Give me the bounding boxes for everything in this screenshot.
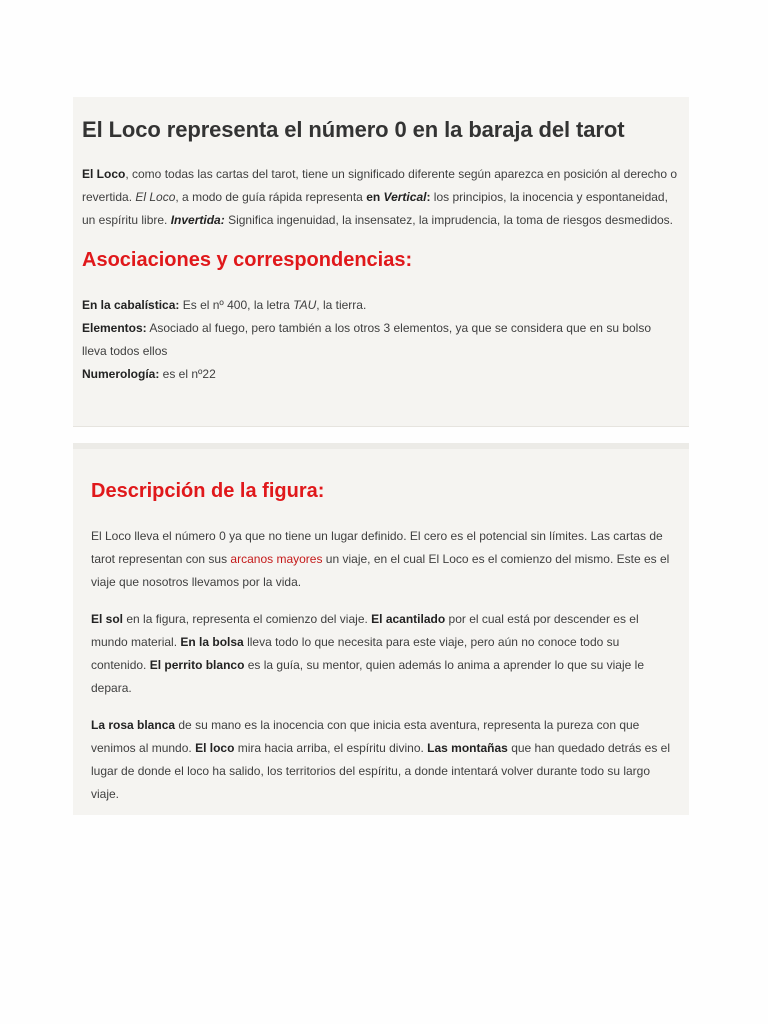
numerologia-line: Numerología: es el nº22	[82, 367, 216, 381]
arcanos-mayores-link[interactable]: arcanos mayores	[230, 552, 323, 566]
tarot-intro-panel	[73, 97, 689, 427]
description-paragraph-3: La rosa blanca de su mano es la inocencia con que inicia esta aventura, representa la pureza con que venimos al mundo. El loco mira hacia arriba, el espíritu divino. Las montañas que han quedado detrás es el lugar de donde el loco ha salido, los territorios del espíritu, a donde intentará volver durante todo su largo viaje.	[91, 718, 670, 801]
figure-description-panel	[73, 443, 689, 815]
elementos-line: Elementos: Asociado al fuego, pero también a los otros 3 elementos, ya que se considera que en su bolso lleva todos ellos	[82, 321, 652, 358]
description-paragraph-2: El sol en la figura, representa el comienzo del viaje. El acantilado por el cual está por descender es el mundo material. En la bolsa lleva todo lo que necesita para este viaje, pero aún no conoce todo su contenido. El perrito blanco es la guía, su mentor, quien además lo anima a aprender lo que su viaje le depara.	[91, 612, 644, 695]
page-title: El Loco representa el número 0 en la baraja del tarot	[82, 117, 625, 142]
description-heading: Descripción de la figura:	[91, 480, 325, 502]
bold-italic-text: Invertida:	[170, 213, 225, 227]
cabalistica-line: En la cabalística: Es el nº 400, la letra TAU, la tierra.	[82, 298, 367, 312]
intro-paragraph: El Loco, como todas las cartas del tarot, tiene un significado diferente según aparezca en posición al derecho o revertida. El Loco, a modo de guía rápida representa en Vertical: los principios, la inocencia y espontaneidad, un espíritu libre. Invertida: Significa ingenuidad, la insensatez, la imprudencia, la toma de riesgos desmedidos.	[82, 167, 678, 227]
bold-text: El Loco	[82, 167, 126, 181]
description-paragraph-1: El Loco lleva el número 0 ya que no tiene un lugar definido. El cero es el potencial sin límites. Las cartas de tarot representan con sus arcanos mayores un viaje, en el cual El Loco es el comienzo del mismo. Este es el viaje que nosotros llevamos por la vida.	[91, 529, 670, 589]
associations-heading: Asociaciones y correspondencias:	[82, 249, 413, 271]
italic-text: El Loco	[135, 190, 176, 204]
bold-text: en Vertical:	[366, 190, 431, 204]
